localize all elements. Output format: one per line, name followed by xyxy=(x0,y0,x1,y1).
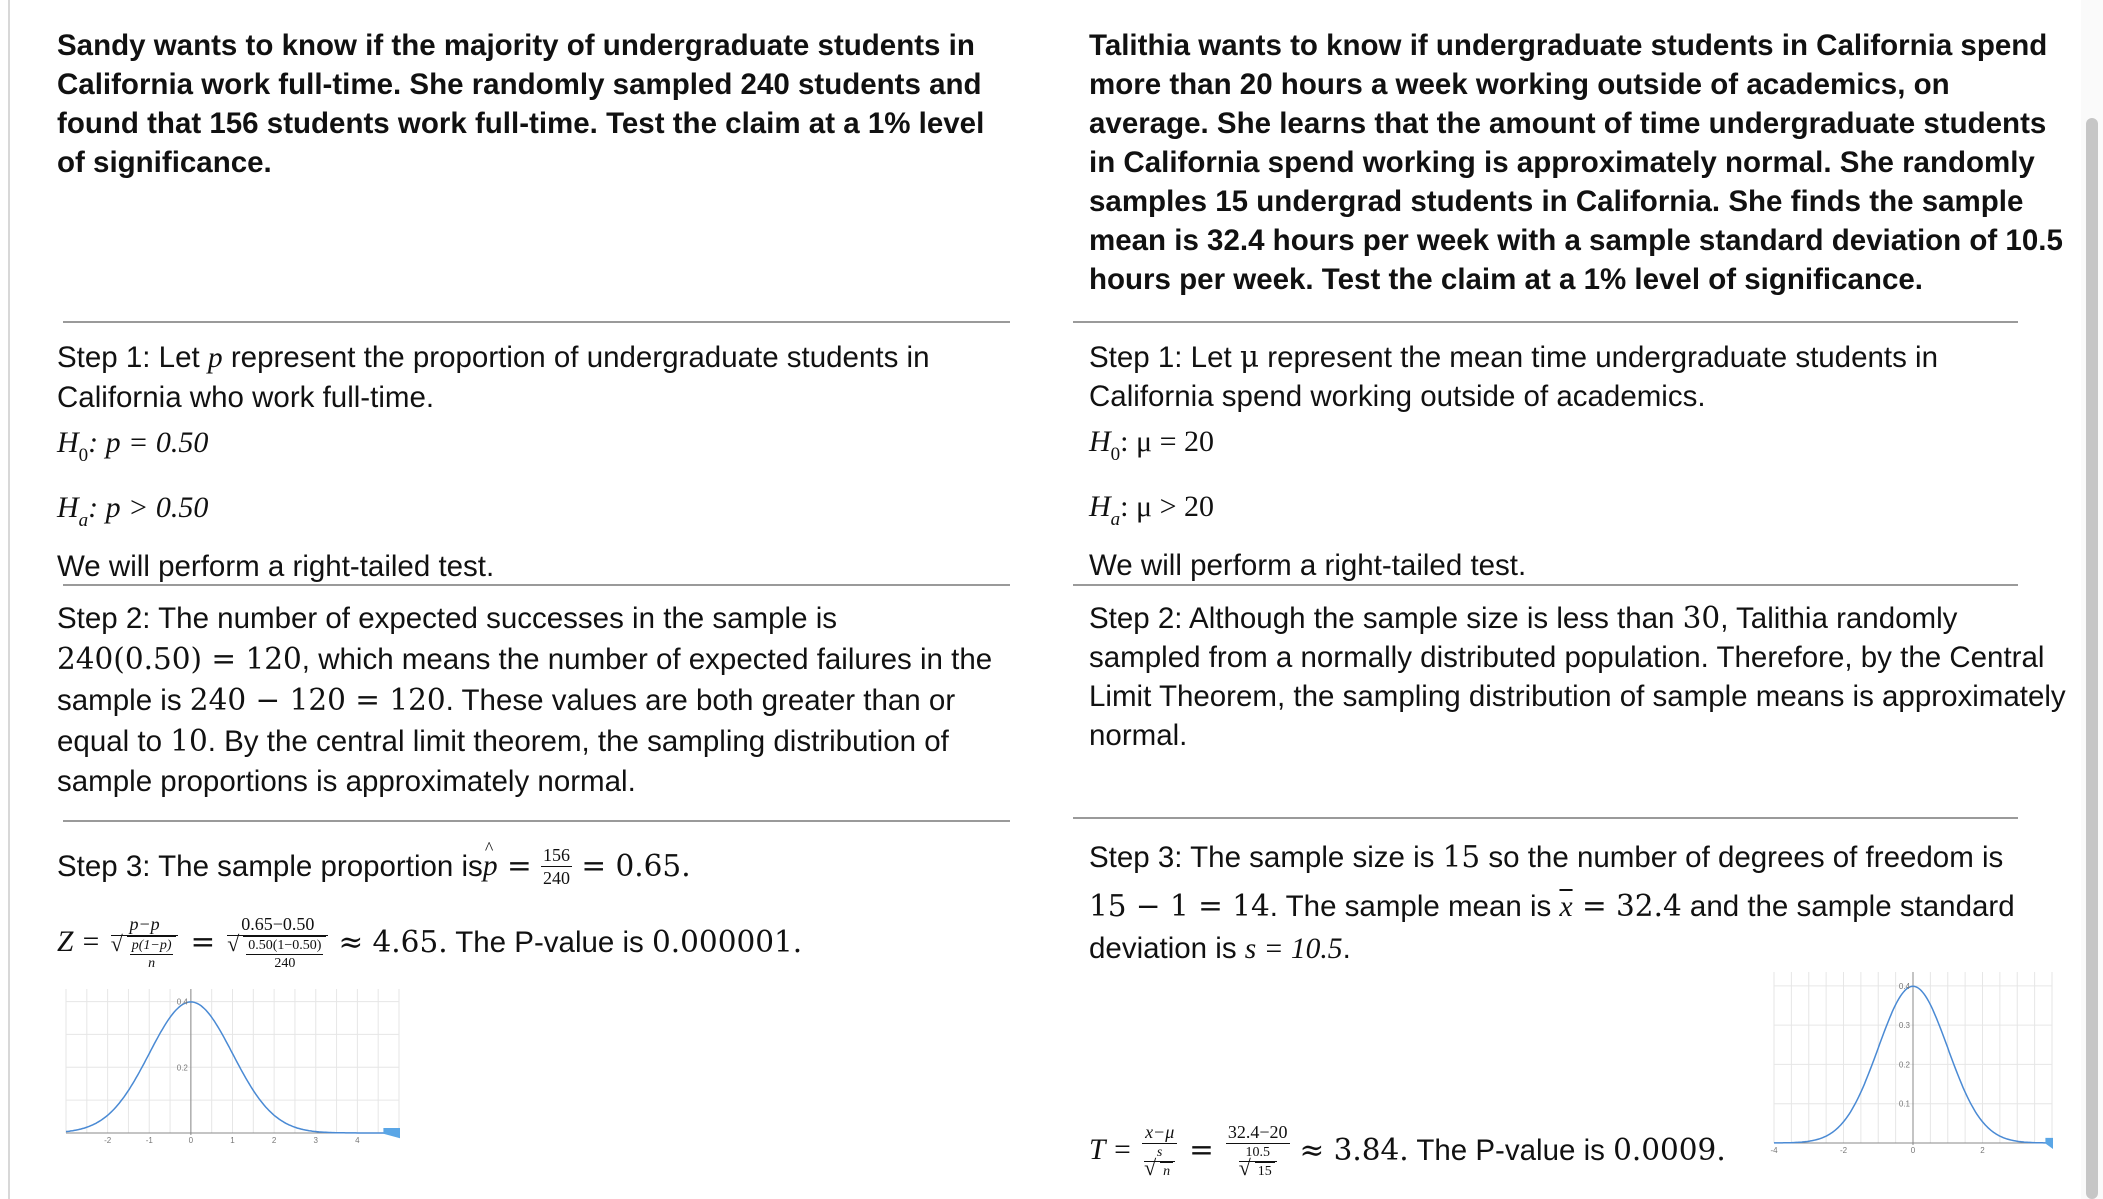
z-formula-num: p−p xyxy=(111,913,179,936)
left-divider-3 xyxy=(63,820,1010,822)
ha-label: H xyxy=(57,491,79,524)
right-h0-label: H xyxy=(1089,425,1111,458)
left-prompt: Sandy wants to know if the majority of undergraduate students in California work full-time. She randomly sampled 240 students and found that 156 students work full-time. Test the claim at a 1% level of significance. xyxy=(57,29,985,179)
left-step2-line1: Step 2: The number of expected successes in the sample is xyxy=(57,602,837,635)
left-step2-line4b: . By the central limit theorem, the sampling distribution of xyxy=(207,725,949,758)
left-step2 xyxy=(57,599,1012,802)
right-step3 xyxy=(1089,833,2069,967)
z-formula-den-n: n xyxy=(148,955,156,971)
z-values-num: 0.65−0.50 xyxy=(227,913,328,936)
left-step3-intro: Step 3: The sample proportion is xyxy=(57,849,483,883)
shaded-tail xyxy=(2046,1139,2052,1147)
x-tick-label: 1 xyxy=(230,1136,235,1145)
left-step1-desc: represent the proportion of undergraduate students in California who work full-time. xyxy=(57,341,930,414)
right-ha-rest: : μ > 20 xyxy=(1120,490,1215,523)
right-step3-text6: . xyxy=(1342,932,1351,965)
right-divider-1 xyxy=(1073,321,2018,323)
x-tick-label: 4 xyxy=(355,1136,360,1145)
phat-den: 240 xyxy=(543,867,571,888)
right-step3-text5: deviation is xyxy=(1089,932,1245,965)
x-tick-label: -1 xyxy=(145,1136,153,1145)
left-step1 xyxy=(57,338,1012,586)
left-step1-intro: Step 1: Let xyxy=(57,341,208,374)
z-formula-fraction xyxy=(111,913,179,972)
left-step2-line5: sample proportions is approximately normal. xyxy=(57,765,636,798)
right-ha-label: H xyxy=(1089,490,1111,523)
left-step1-var: p xyxy=(207,342,223,374)
y-tick-label: 0.1 xyxy=(1898,1099,1910,1109)
x-tick-label: 0 xyxy=(188,1136,194,1145)
y-tick-label: 0.2 xyxy=(176,1063,188,1073)
left-pvalue: 0.000001. xyxy=(652,924,803,959)
t-eq: = xyxy=(1189,1132,1214,1167)
left-edge-divider xyxy=(8,0,10,1199)
right-t-statistic xyxy=(1089,1108,1726,1192)
right-normal-graph xyxy=(1768,968,2058,1155)
left-problem-column xyxy=(57,0,1012,182)
phat-symbol: ^ p xyxy=(483,847,498,886)
left-step2-math2: 240 − 120 = 120 xyxy=(189,683,446,717)
right-divider-2 xyxy=(1073,584,2018,586)
ha-rest: : p > 0.50 xyxy=(88,491,209,524)
left-step2-line4a: equal to xyxy=(57,725,171,758)
right-step3-text1: Step 3: The sample size is xyxy=(1089,841,1443,874)
left-step2-math1: 240(0.50) = 120 xyxy=(57,642,302,676)
h0-label: H xyxy=(57,426,79,459)
right-alt-hypothesis xyxy=(1089,481,2059,546)
y-tick-label: 0.3 xyxy=(1898,1021,1910,1031)
xbar-symbol: $\overline{x}$ xyxy=(1559,891,1573,923)
right-step1-conclusion: We will perform a right-tailed test. xyxy=(1089,549,1527,582)
scrollbar-thumb[interactable] xyxy=(2086,118,2098,1199)
left-step2-line3a: sample is xyxy=(57,684,190,717)
t-formula-fraction xyxy=(1142,1121,1177,1180)
right-step1-intro: Step 1: Let xyxy=(1089,341,1240,374)
left-step2-line3b: . These values are both greater than or xyxy=(445,684,956,717)
x-tick-label: -2 xyxy=(1839,1146,1848,1155)
z-formula-den-inner: √ p(1−p) xyxy=(131,937,172,953)
t-values-den-top: 10.5 xyxy=(1239,1144,1277,1162)
t-values-den-bot: √ 15 xyxy=(1255,1162,1275,1180)
x-tick-label: 3 xyxy=(313,1136,318,1145)
z-values-den-inner: √ 0.50(1−0.50) xyxy=(248,937,322,953)
left-normal-graph xyxy=(60,985,405,1145)
right-null-hypothesis xyxy=(1089,416,2059,481)
phat-fraction xyxy=(541,844,572,889)
right-step2-text2: , Talithia randomly sampled from a normally distributed population. Therefore, by the Central Limit Theorem, the sampling distribution of sample means is approximately normal. xyxy=(1089,602,2066,752)
right-divider-3 xyxy=(1073,817,2018,819)
shaded-tail xyxy=(384,1129,399,1137)
t-values-num: 32.4−20 xyxy=(1227,1121,1288,1142)
h0-sub: 0 xyxy=(78,445,89,466)
t-formula-num: x−μ xyxy=(1142,1121,1177,1144)
z-approx: ≈ 4.65. xyxy=(338,924,448,959)
right-step2-text1: Step 2: Although the sample size is less than xyxy=(1089,602,1683,635)
right-step3-text2: so the number of degrees of freedom is xyxy=(1480,841,2004,874)
phat-result: = 0.65. xyxy=(572,848,691,883)
z-eq: = xyxy=(190,924,216,959)
right-h0-sub: 0 xyxy=(1110,444,1121,465)
right-h0-rest: : μ = 20 xyxy=(1120,425,1215,458)
t-formula-den-top: s xyxy=(1144,1144,1175,1162)
left-divider-2 xyxy=(63,584,1010,586)
right-s-math: s = 10.5 xyxy=(1244,933,1343,965)
z-values-den-n: 240 xyxy=(274,955,296,971)
phat-eq: = xyxy=(497,848,542,883)
left-null-hypothesis xyxy=(57,417,1012,482)
left-step2-line2: , which means the number of expected failures in the xyxy=(301,643,993,676)
left-step2-math3: 10 xyxy=(170,724,208,758)
right-pvalue: 0.0009. xyxy=(1613,1132,1726,1167)
right-step3-n: 15 xyxy=(1442,840,1481,874)
left-pvalue-text: The P-value is xyxy=(447,925,653,959)
left-step3 xyxy=(57,838,1012,984)
right-problem-column xyxy=(1089,0,2074,299)
x-tick-label: 0 xyxy=(1910,1146,1916,1155)
h0-rest: : p = 0.50 xyxy=(88,426,209,459)
left-step1-conclusion: We will perform a right-tailed test. xyxy=(57,550,495,583)
x-tick-label: -4 xyxy=(1770,1146,1778,1155)
t-label: T = xyxy=(1089,1133,1133,1166)
z-label: Z = xyxy=(57,925,101,958)
right-step2 xyxy=(1089,599,2074,755)
right-ha-sub: a xyxy=(1110,509,1121,530)
right-step3-text4: and the sample standard xyxy=(1681,890,2015,923)
phat-num: 156 xyxy=(543,844,571,865)
xbar-value: = 32.4 xyxy=(1572,889,1682,923)
right-prompt: Talithia wants to know if undergraduate students in California spend more than 20 hours a week working outside of academics, on average. She learns that the amount of time undergraduate students in California spend working is approximately normal. She randomly samples 15 undergrad students in California. She finds the sample mean is 32.4 hours per week with a sample standard deviation of 10.5 hours per week. Test the claim at a 1% level of significance. xyxy=(1089,29,2063,296)
right-step1-desc: represent the mean time undergraduate students in California spend working outside of academics. xyxy=(1089,341,1938,413)
right-df-math: 15 − 1 = 14 xyxy=(1089,889,1270,923)
y-tick-label: 0.4 xyxy=(1898,981,1910,991)
right-step3-text3: . The sample mean is xyxy=(1269,890,1560,923)
x-tick-label: -2 xyxy=(104,1136,112,1145)
t-values-fraction xyxy=(1226,1121,1290,1180)
right-step1 xyxy=(1089,338,2059,585)
y-tick-label: 0.2 xyxy=(1898,1060,1910,1070)
x-tick-label: 2 xyxy=(1980,1146,1985,1155)
right-step2-n30: 30 xyxy=(1682,601,1721,635)
left-divider-1 xyxy=(63,321,1010,323)
right-pvalue-text: The P-value is xyxy=(1408,1133,1614,1167)
y-tick-label: 0.4 xyxy=(176,997,188,1007)
x-tick-label: 2 xyxy=(271,1136,277,1145)
z-values-fraction xyxy=(227,913,328,972)
left-alt-hypothesis xyxy=(57,482,1012,547)
ha-sub: a xyxy=(78,510,89,531)
t-formula-den-bot: √ n xyxy=(1160,1162,1173,1180)
right-step1-var: μ xyxy=(1239,340,1260,374)
t-approx: ≈ 3.84. xyxy=(1299,1132,1409,1167)
